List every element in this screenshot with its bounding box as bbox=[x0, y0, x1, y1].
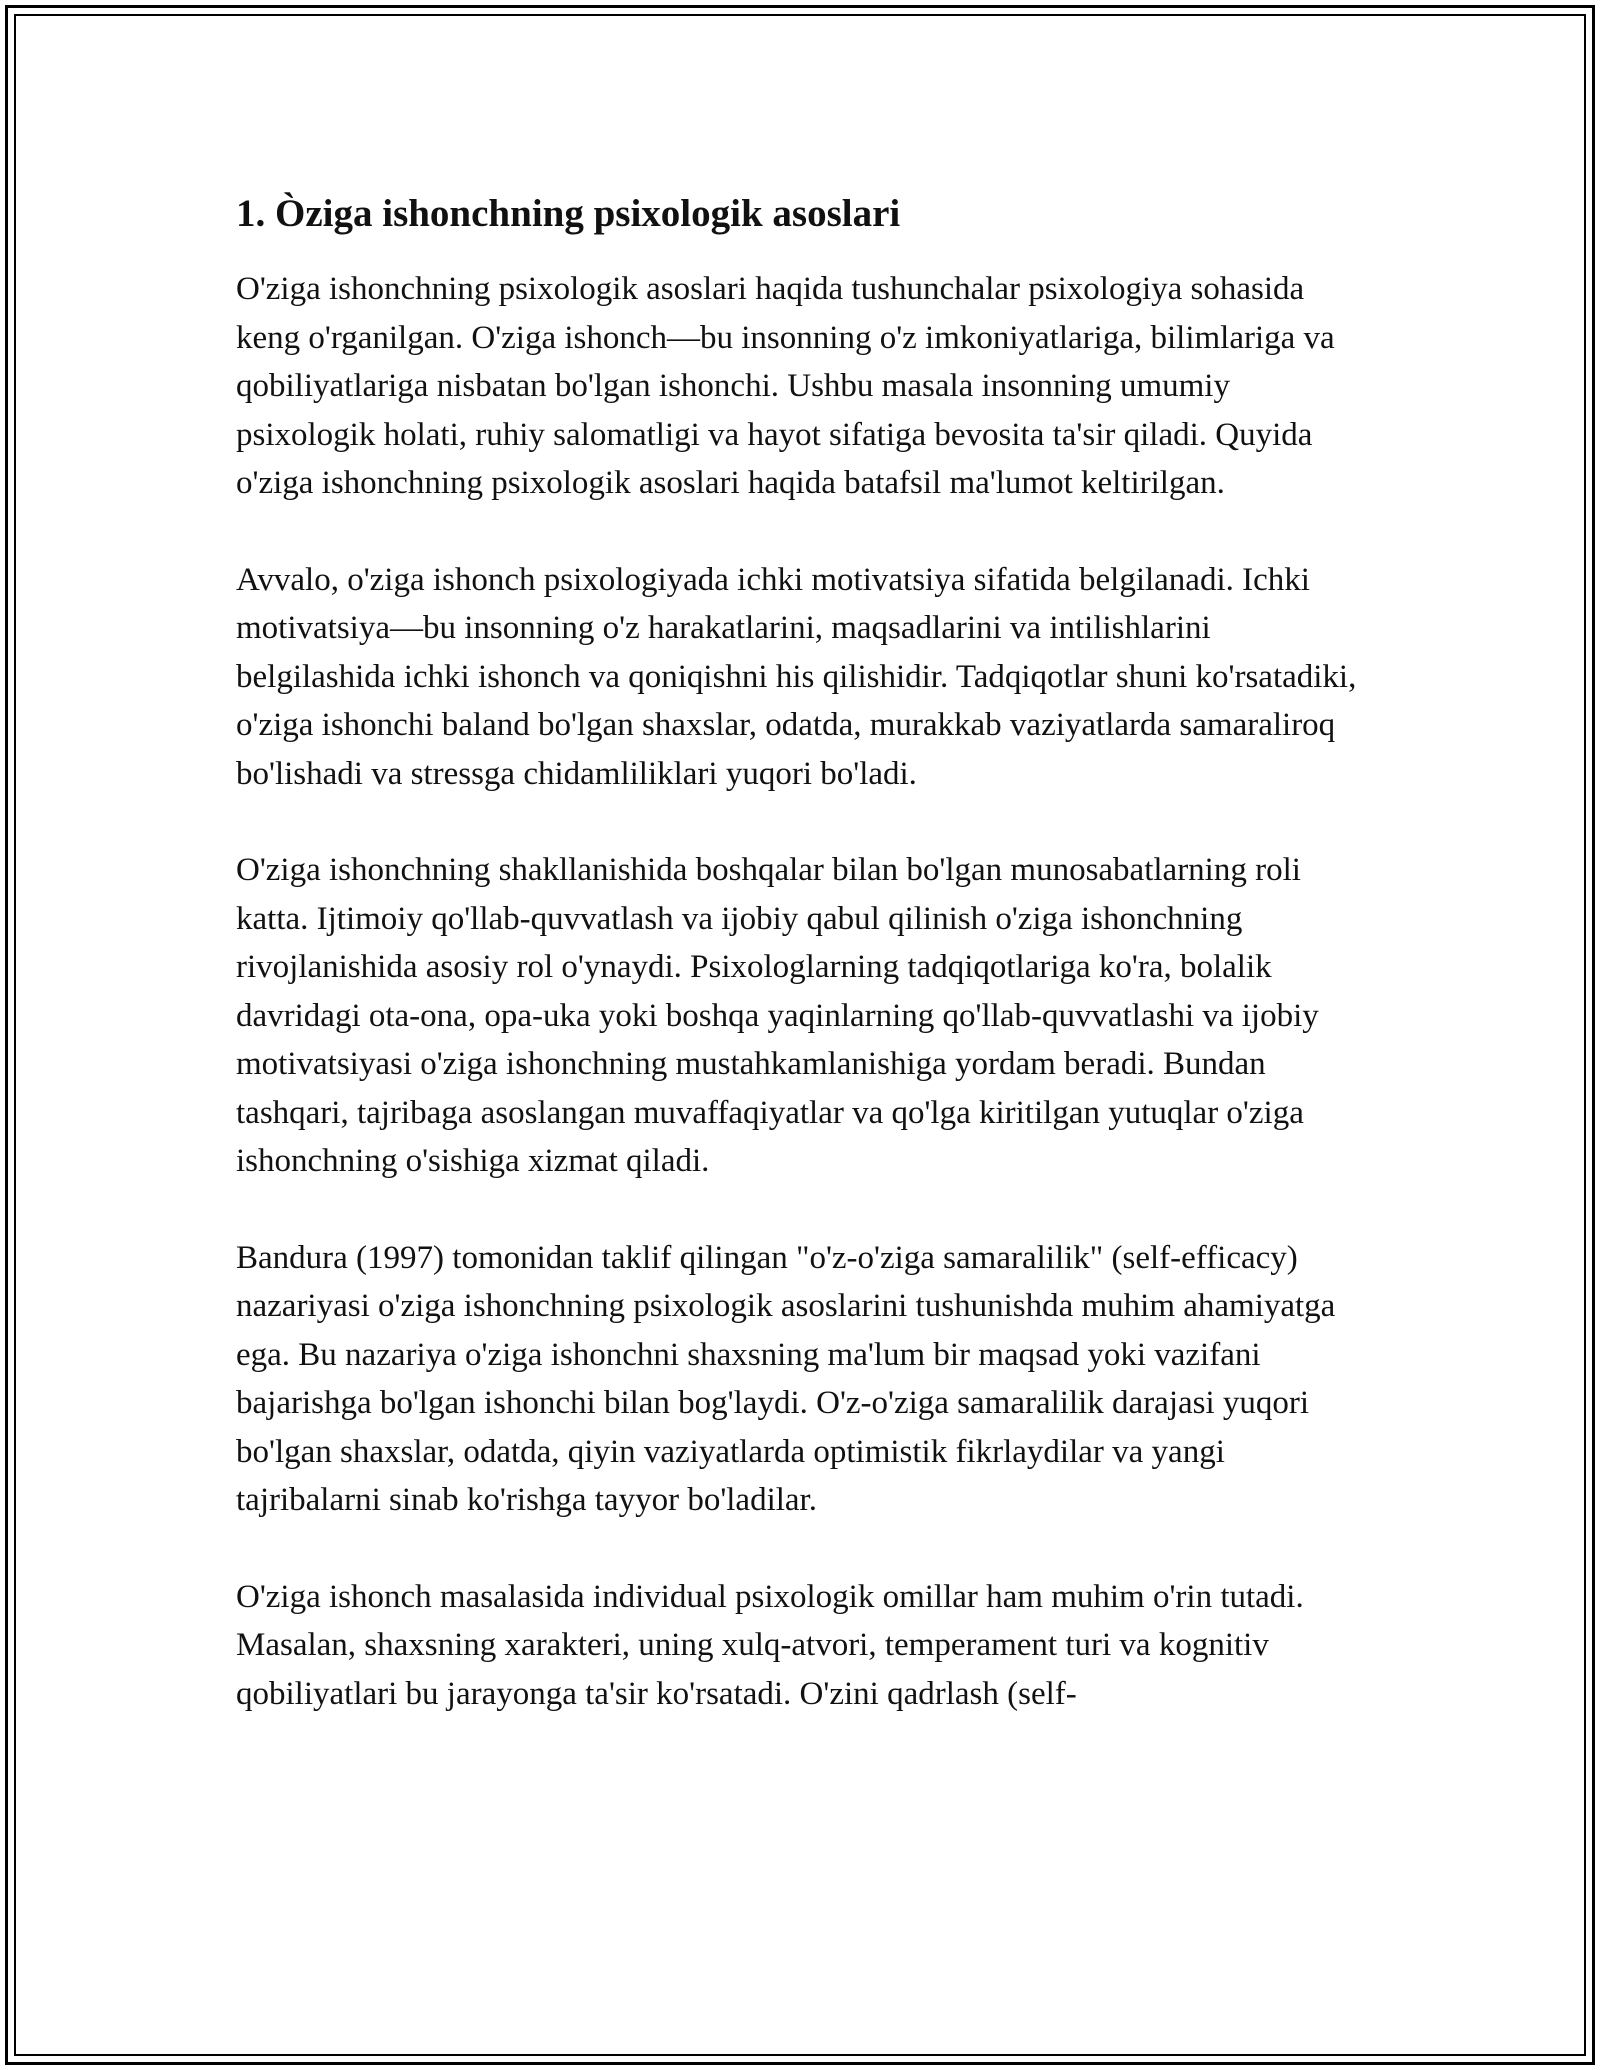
paragraph-5: O'ziga ishonch masalasida individual psixologik omillar ham muhim o'rin tutadi. Masalan, shaxsning xarakteri, uning xulq-atvori, temperament turi va kognitiv qobiliyatlari bu jarayonga ta'sir ko'rsatadi. O'zini qadrlash (self- bbox=[236, 1578, 1304, 1712]
document-body bbox=[236, 185, 1376, 1766]
section-heading: 1. Òziga ishonchning psixologik asoslari bbox=[236, 192, 901, 235]
paragraph-2: Avvalo, o'ziga ishonch psixologiyada ichki motivatsiya sifatida belgilanadi. Ichki motivatsiya—bu insonning o'z harakatlarini, maqsadlarini va intilishlarini belgilashida ichki ishonch va qoniqishni his qilishidir. Tadqiqotlar shuni ko'rsatadiki, o'ziga ishonchi baland bo'lgan shaxslar, odatda, murakkab vaziyatlarda samaraliroq bo'lishadi va stressga chidamliliklari yuqori bo'ladi. bbox=[236, 561, 1357, 792]
paragraph-1: O'ziga ishonchning psixologik asoslari haqida tushunchalar psixologiya sohasida keng o'rganilgan. O'ziga ishonch—bu insonning o'z imkoniyatlariga, bilimlariga va qobiliyatlariga nisbatan bo'lgan ishonchi. Ushbu masala insonning umumiy psixologik holati, ruhiy salomatligi va hayot sifatiga bevosita ta'sir qiladi. Quyida o'ziga ishonchning psixologik asoslari haqida batafsil ma'lumot keltirilgan. bbox=[236, 271, 1335, 501]
paragraph-3: O'ziga ishonchning shakllanishida boshqalar bilan bo'lgan munosabatlarning roli katta. Ijtimoiy qo'llab-quvvatlash va ijobiy qabul qilinish o'ziga ishonchning rivojlanishida asosiy rol o'ynaydi. Psixologlarning tadqiqotlariga ko'ra, bolalik davridagi ota-ona, opa-uka yoki boshqa yaqinlarning qo'llab-quvvatlashi va ijobiy motivatsiyasi o'ziga ishonchning mustahkamlanishiga yordam beradi. Bundan tashqari, tajribaga asoslangan muvaffaqiyatlar va qo'lga kiritilgan yutuqlar o'ziga ishonchning o'sishiga xizmat qiladi. bbox=[236, 852, 1319, 1179]
paragraph-4: Bandura (1997) tomonidan taklif qilingan "o'z-o'ziga samaralilik" (self-efficacy) nazariyasi o'ziga ishonchning psixologik asoslarini tushunishda muhim ahamiyatga ega. Bu nazariya o'ziga ishonchni shaxsning ma'lum bir maqsad yoki vazifani bajarishga bo'lgan ishonchi bilan bog'laydi. O'z-o'ziga samaralilik darajasi yuqori bo'lgan shaxslar, odatda, qiyin vaziyatlarda optimistik fikrlaydilar va yangi tajribalarni sinab ko'rishga tayyor bo'ladilar. bbox=[236, 1239, 1336, 1518]
